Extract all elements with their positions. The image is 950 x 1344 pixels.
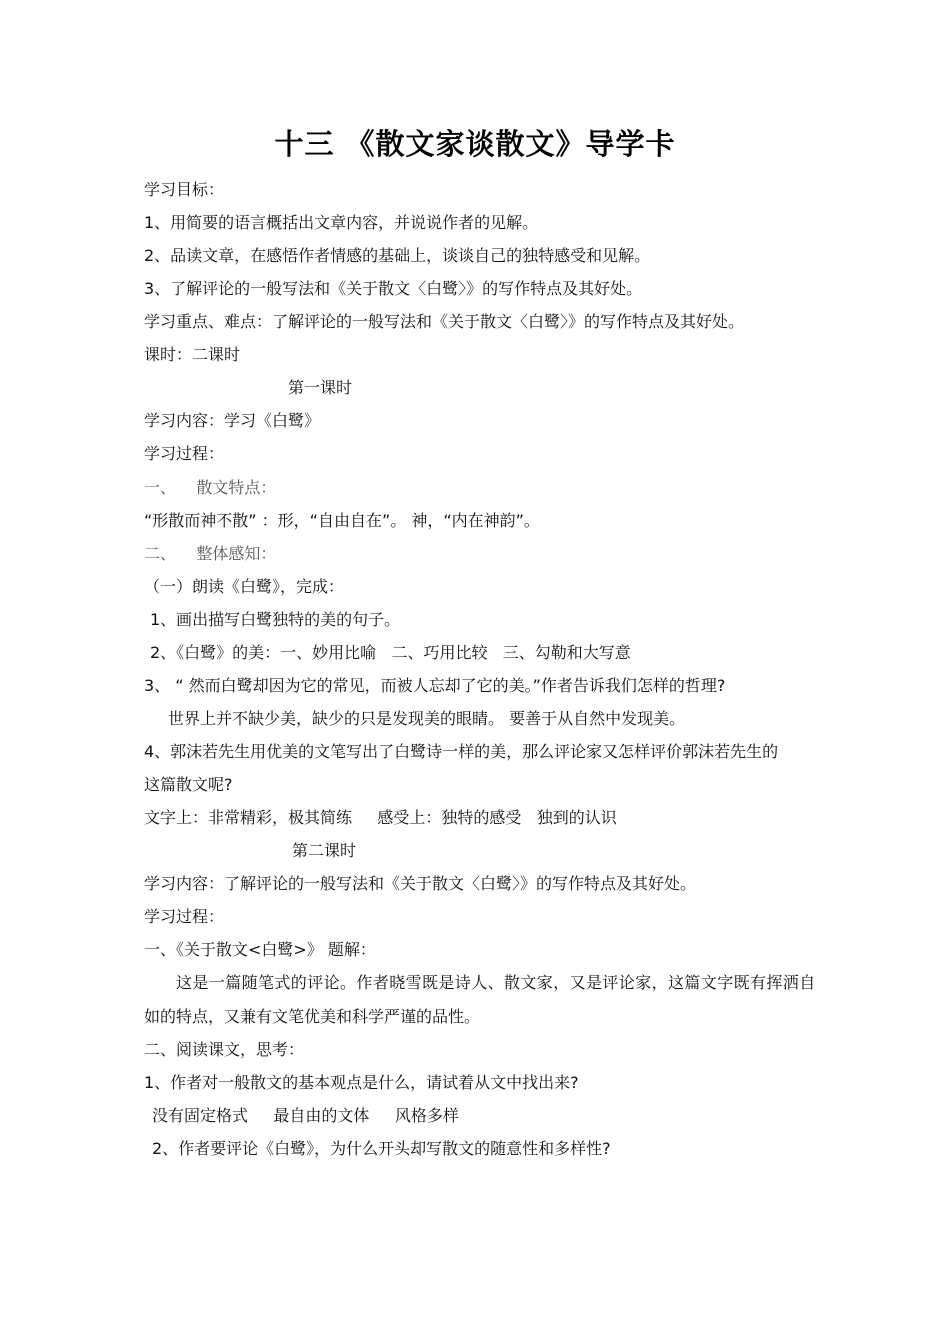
text-line: 2、品读文章，在感悟作者情感的基础上，谈谈自己的独特感受和见解。 [144, 246, 651, 265]
text-line: 3、了解评论的一般写法和《关于散文〈白鹭〉》的写作特点及其好处。 [144, 279, 643, 298]
text-line: 没有固定格式 最自由的文体 风格多样 [152, 1106, 459, 1125]
section-heading: 第一课时 [288, 378, 353, 397]
text-line: 一、《关于散文<白鹭>》 题解： [144, 940, 376, 959]
text-line: 1、作者对一般散文的基本观点是什么，请试着从文中找出来? [144, 1073, 579, 1092]
text-line: 学习内容：学习《白鹭》 [144, 411, 321, 430]
text-line: 学习过程： [144, 444, 225, 463]
text-line: 学习内容：了解评论的一般写法和《关于散文〈白鹭〉》的写作特点及其好处。 [144, 874, 697, 893]
text-line: 2、《白鹭》的美：一、妙用比喻 二、巧用比较 三、勾勒和大写意 [150, 643, 631, 662]
text-line: 学习重点、难点：了解评论的一般写法和《关于散文〈白鹭〉》的写作特点及其好处。 [144, 312, 745, 331]
text-line: “形散而神不散” ：形，“自由自在”。 神，“内在神韵”。 [144, 511, 540, 530]
text-line: 这是一篇随笔式的评论。作者晓雪既是诗人、散文家，又是评论家，这篇文字既有挥洒自 [176, 973, 816, 992]
text-line: 这篇散文呢? [144, 775, 233, 794]
text-line: 二、阅读课文，思考： [144, 1040, 305, 1059]
text-line: 3、 “ 然而白鹭却因为它的常见，而被人忘却了它的美。”作者告诉我们怎样的哲理? [144, 676, 726, 695]
section-heading: 第二课时 [292, 841, 357, 860]
text-line: 如的特点，又兼有文笔优美和科学严谨的品性。 [144, 1007, 481, 1026]
text-line: 2、作者要评论《白鹭》，为什么开头却写散文的随意性和多样性? [152, 1139, 611, 1158]
text-line: 世界上并不缺少美，缺少的只是发现美的眼睛。 要善于从自然中发现美。 [168, 709, 686, 728]
document-title: 十三 《散文家谈散文》导学卡 [274, 127, 676, 161]
text-line: （一）朗读《白鹭》，完成： [144, 577, 345, 596]
text-line: 4、郭沫若先生用优美的文笔写出了白鹭诗一样的美，那么评论家又怎样评价郭沫若先生的 [144, 742, 779, 761]
text-line: 1、用简要的语言概括出文章内容，并说说作者的见解。 [144, 213, 539, 232]
text-line: 学习目标： [144, 180, 225, 199]
text-line: 文字上：非常精彩，极其简练 感受上：独特的感受 独到的认识 [144, 808, 617, 827]
text-line: 1、画出描写白鹭独特的美的句子。 [150, 610, 401, 629]
text-line: 一、 散文特点： [144, 478, 277, 497]
text-line: 课时：二课时 [144, 345, 241, 364]
text-line: 学习过程： [144, 907, 225, 926]
text-line: 二、 整体感知： [144, 544, 277, 563]
